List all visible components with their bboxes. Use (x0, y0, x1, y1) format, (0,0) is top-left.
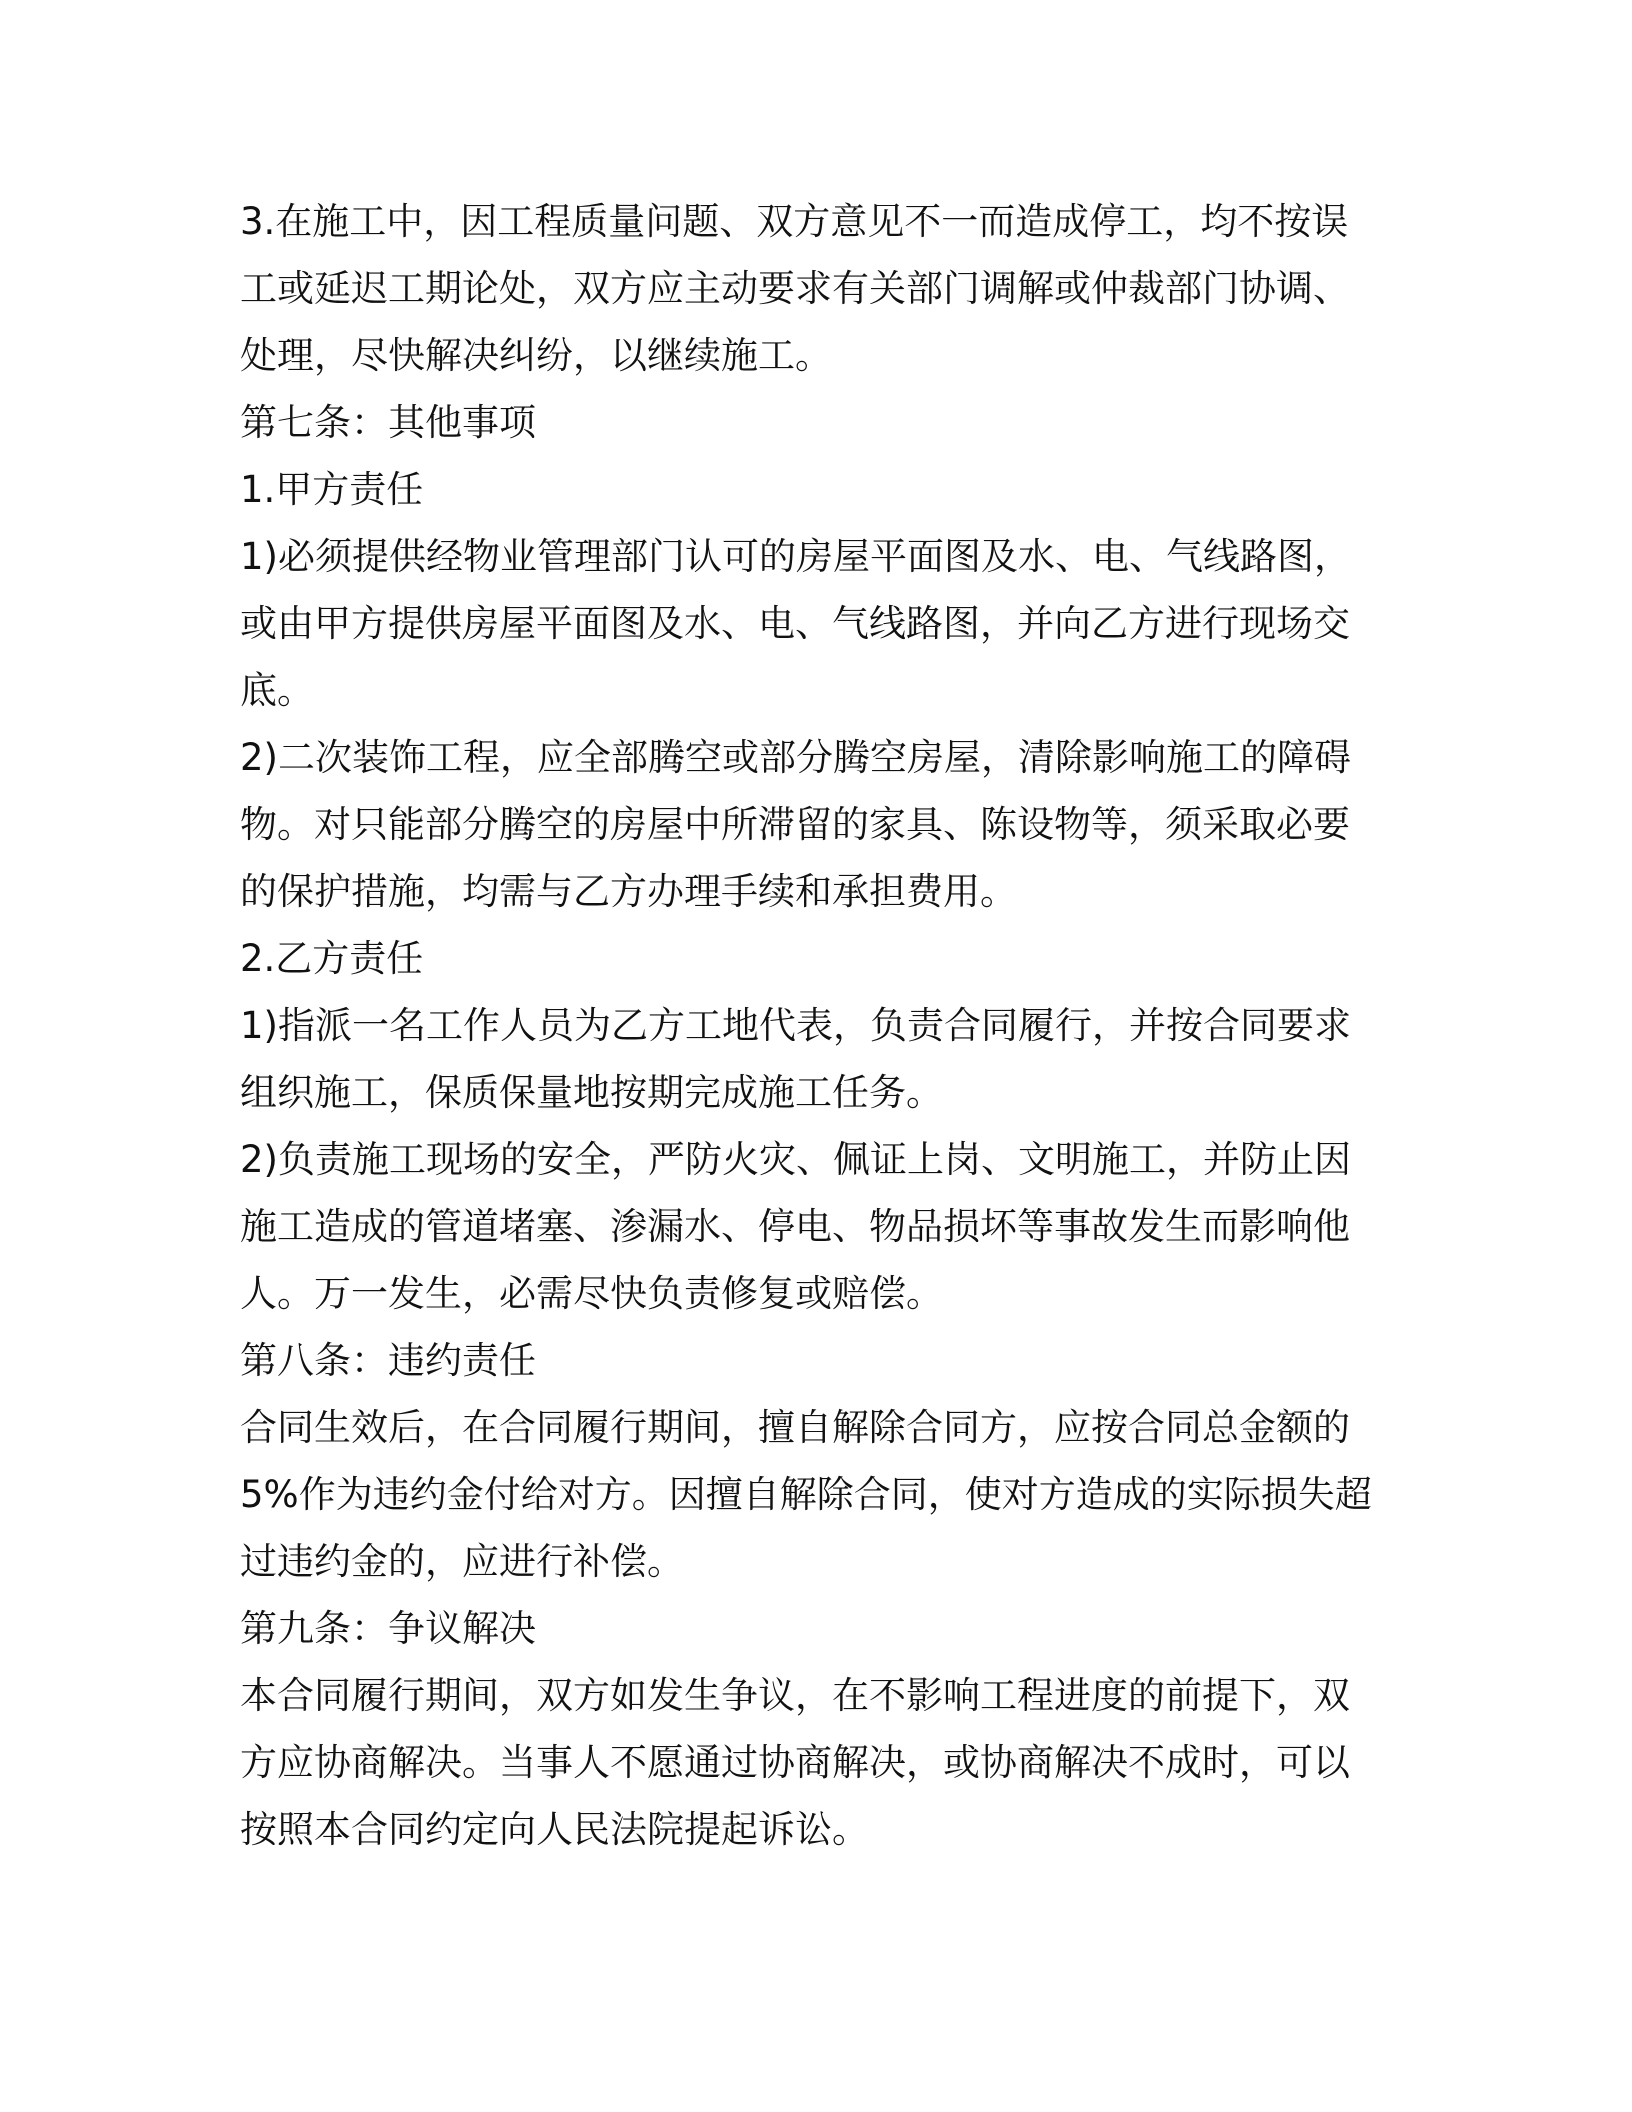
text-line: 处理，尽快解决纠纷，以继续施工。 (240, 334, 832, 377)
text-line: 5%作为违约金付给对方。因擅自解除合同，使对方造成的实际损失超 (240, 1473, 1372, 1516)
text-line: 按照本合同约定向人民法院提起诉讼。 (240, 1808, 869, 1851)
text-line: 1)必须提供经物业管理部门认可的房屋平面图及水、电、气线路图， (240, 535, 1351, 578)
text-line: 合同生效后，在合同履行期间，擅自解除合同方，应按合同总金额的 (240, 1406, 1350, 1449)
contract-text (240, 188, 1390, 1863)
text-line: 3.在施工中，因工程质量问题、双方意见不一而造成停工，均不按误 (240, 200, 1349, 243)
text-line: 过违约金的，应进行补偿。 (240, 1540, 684, 1583)
text-line: 物。对只能部分腾空的房屋中所滞留的家具、陈设物等，须采取必要 (240, 803, 1350, 846)
text-line: 2)负责施工现场的安全，严防火灾、佩证上岗、文明施工，并防止因 (240, 1138, 1351, 1181)
text-line: 或由甲方提供房屋平面图及水、电、气线路图，并向乙方进行现场交 (240, 602, 1350, 645)
text-line: 1)指派一名工作人员为乙方工地代表，负责合同履行，并按合同要求 (240, 1004, 1351, 1047)
section-heading-7: 第七条：其他事项 (240, 401, 536, 444)
text-line: 2)二次装饰工程，应全部腾空或部分腾空房屋，清除影响施工的障碍 (240, 736, 1351, 779)
section-heading-9: 第九条：争议解决 (240, 1607, 536, 1650)
text-line: 组织施工，保质保量地按期完成施工任务。 (240, 1071, 943, 1114)
text-line: 底。 (240, 669, 314, 712)
text-line: 施工造成的管道堵塞、渗漏水、停电、物品损坏等事故发生而影响他 (240, 1205, 1350, 1248)
subsection-heading-party-b: 2.乙方责任 (240, 937, 424, 980)
text-line: 人。万一发生，必需尽快负责修复或赔偿。 (240, 1272, 943, 1315)
text-line: 的保护措施，均需与乙方办理手续和承担费用。 (240, 870, 1017, 913)
text-line: 工或延迟工期论处，双方应主动要求有关部门调解或仲裁部门协调、 (240, 267, 1350, 310)
text-line: 方应协商解决。当事人不愿通过协商解决，或协商解决不成时，可以 (240, 1741, 1350, 1784)
section-heading-8: 第八条：违约责任 (240, 1339, 536, 1382)
text-line: 本合同履行期间，双方如发生争议，在不影响工程进度的前提下，双 (240, 1674, 1350, 1717)
subsection-heading-party-a: 1.甲方责任 (240, 468, 424, 511)
